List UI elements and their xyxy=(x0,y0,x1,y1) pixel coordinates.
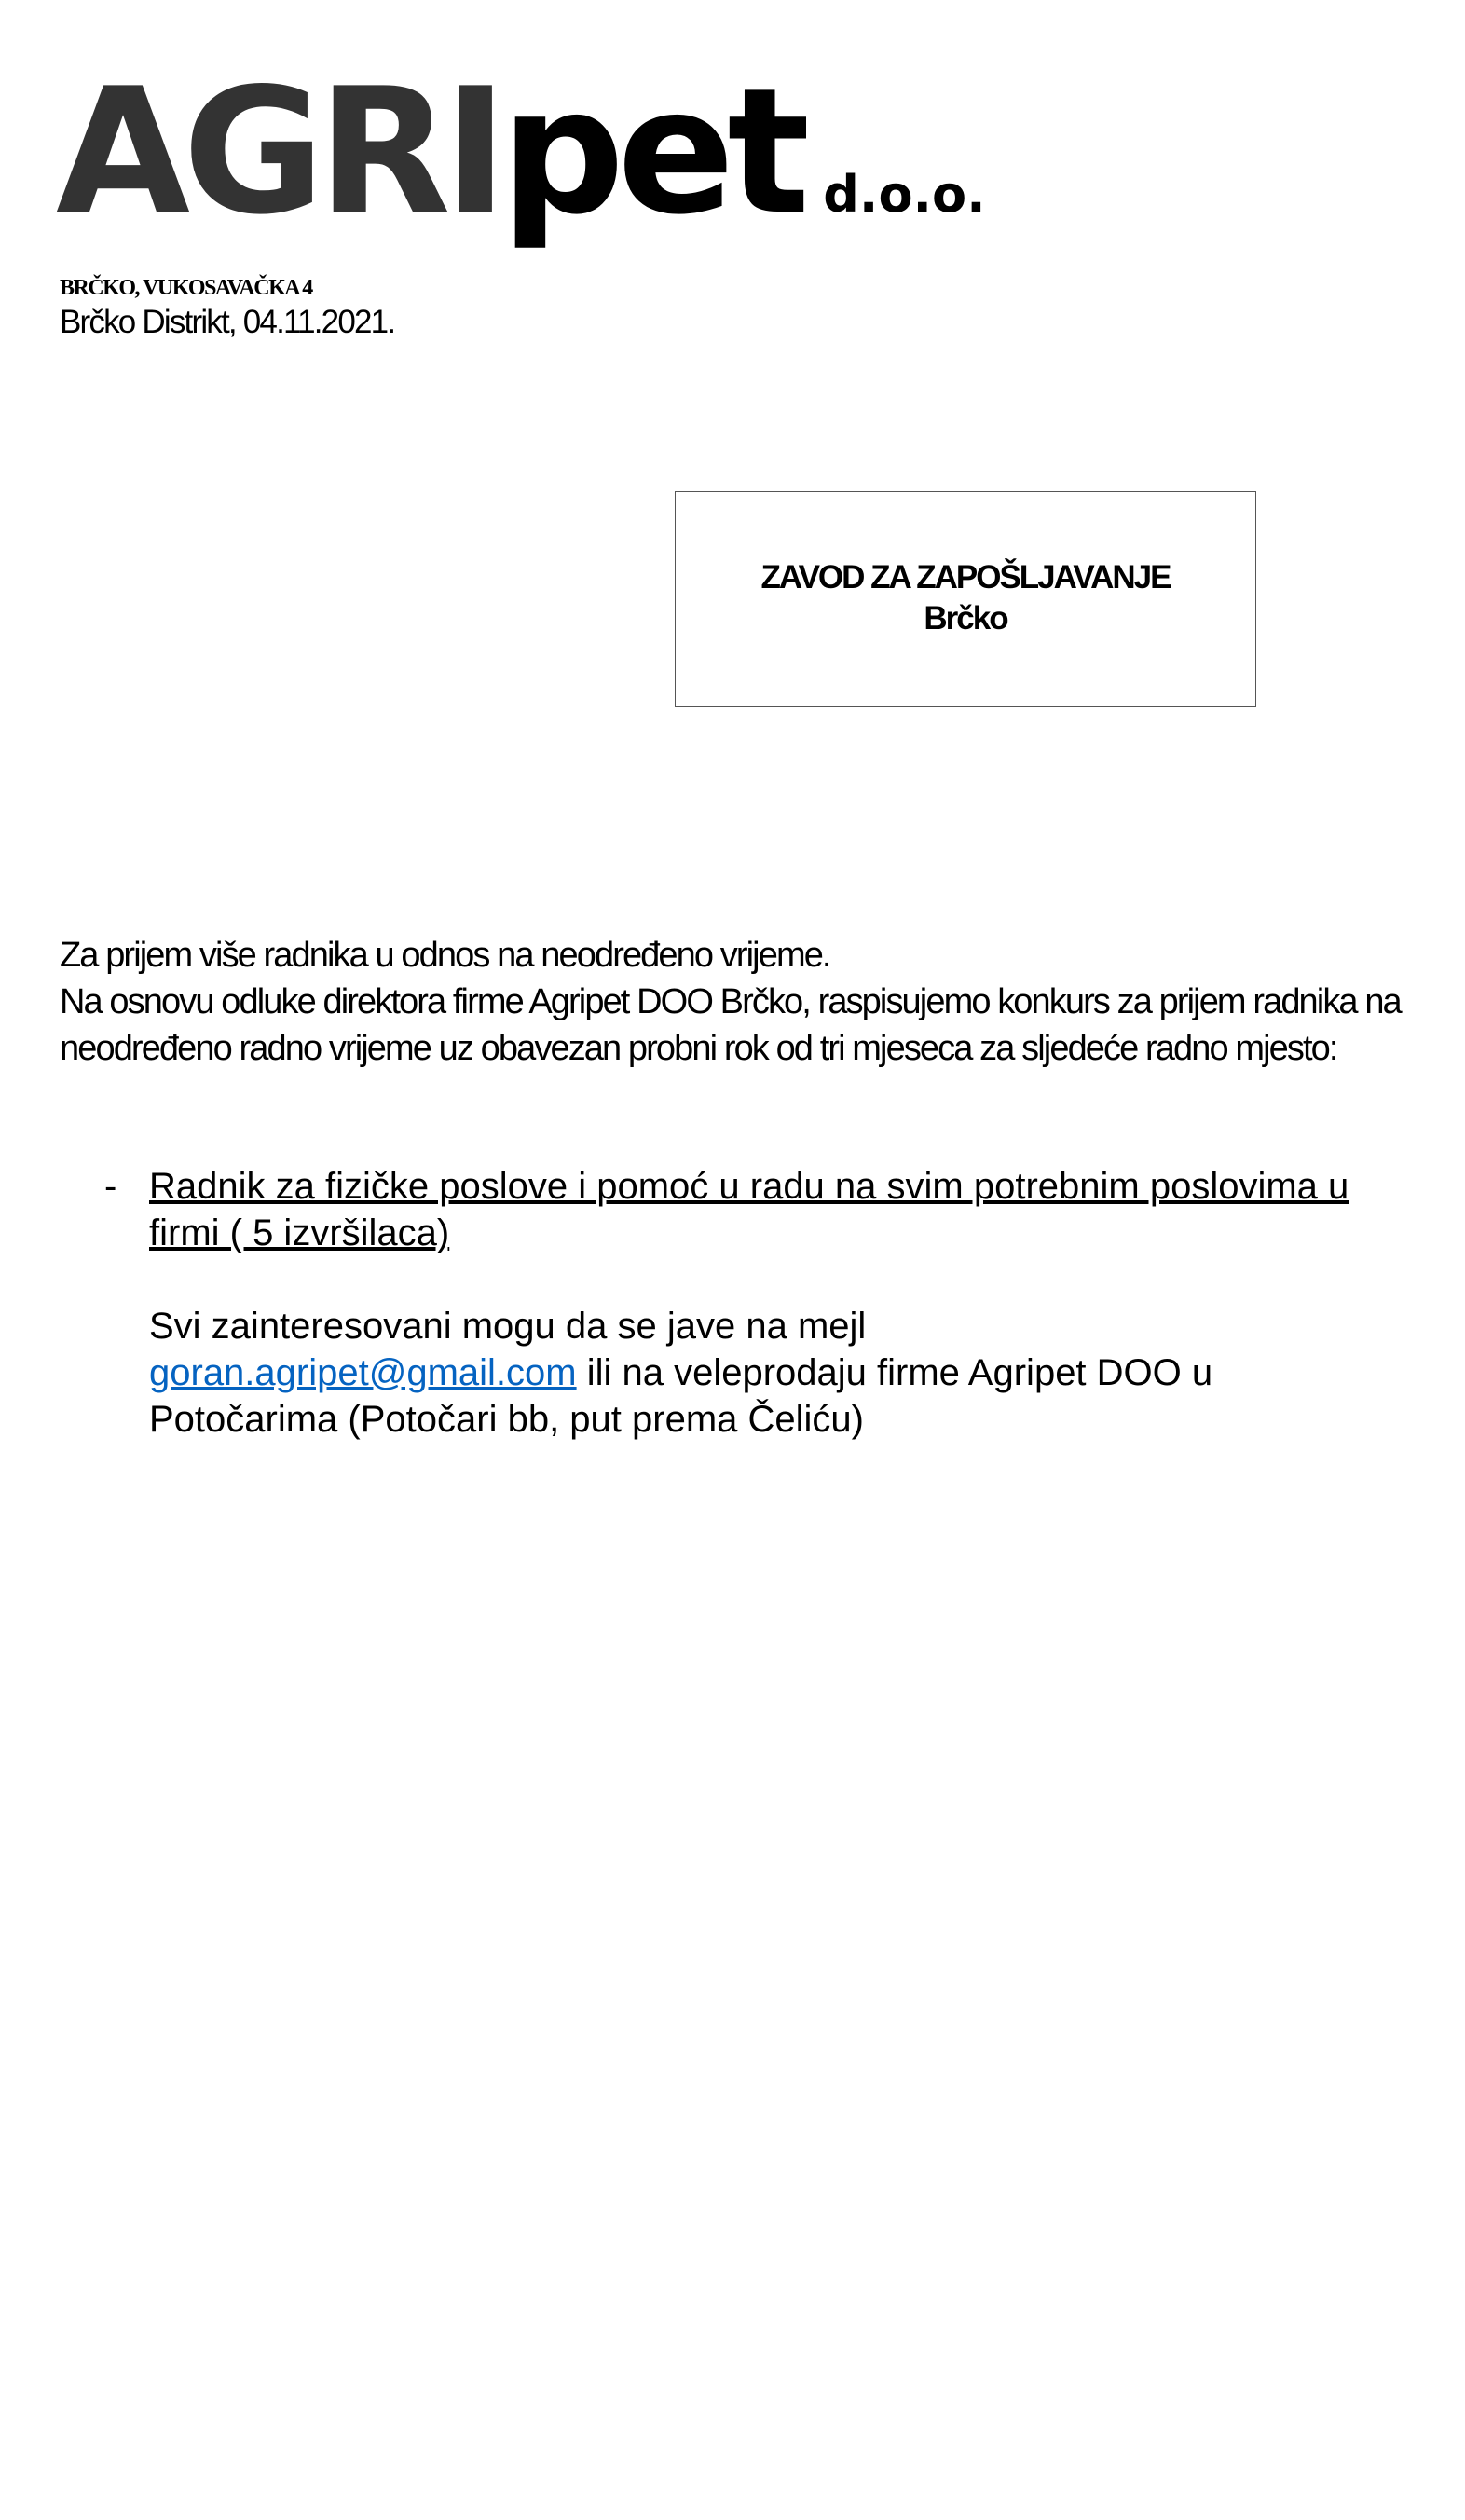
place-and-date: Brčko Distrikt, 04.11.2021. xyxy=(60,304,395,340)
subject-line: Za prijem više radnika u odnos na neodređeno vrijeme. xyxy=(60,936,830,975)
recipient-box xyxy=(675,491,1256,707)
contact-outro: ili na veleprodaju firme Agripet DOO u Potočarima (Potočari bb, put prema Čeliću) xyxy=(149,1352,1213,1440)
company-logo xyxy=(56,50,986,261)
logo-pet: pet xyxy=(500,50,803,253)
contact-info xyxy=(149,1303,1361,1443)
logo-agri: AGRI xyxy=(56,50,501,253)
recipient-city: Brčko xyxy=(924,600,1007,637)
logo-suffix: d.o.o. xyxy=(823,165,986,224)
logo-wordmark xyxy=(56,50,803,253)
email-link[interactable]: goran.agripet@gmail.com xyxy=(149,1352,577,1393)
letter-body xyxy=(60,932,1420,1072)
contact-intro: Svi zainteresovani mogu da se jave na mejl xyxy=(149,1306,867,1347)
position-item: Radnik za fizičke poslove i pomoć u radu na svim potrebnim poslovima u firmi ( 5 izvršilaca) xyxy=(149,1166,1349,1253)
body-paragraph: Na osnovu odluke direktora firme Agripet DOO Brčko, raspisujemo konkurs za prijem radnika na neodređeno radno vrijeme uz obavezan probni rok od tri mjeseca za sljedeće radno mjesto: xyxy=(60,982,1401,1068)
recipient-name: ZAVOD ZA ZAPOŠLJAVANJE xyxy=(760,559,1171,596)
list-bullet: - xyxy=(104,1166,117,1207)
company-address: BRČKO, VUKOSAVAČKA 4 xyxy=(60,276,312,300)
